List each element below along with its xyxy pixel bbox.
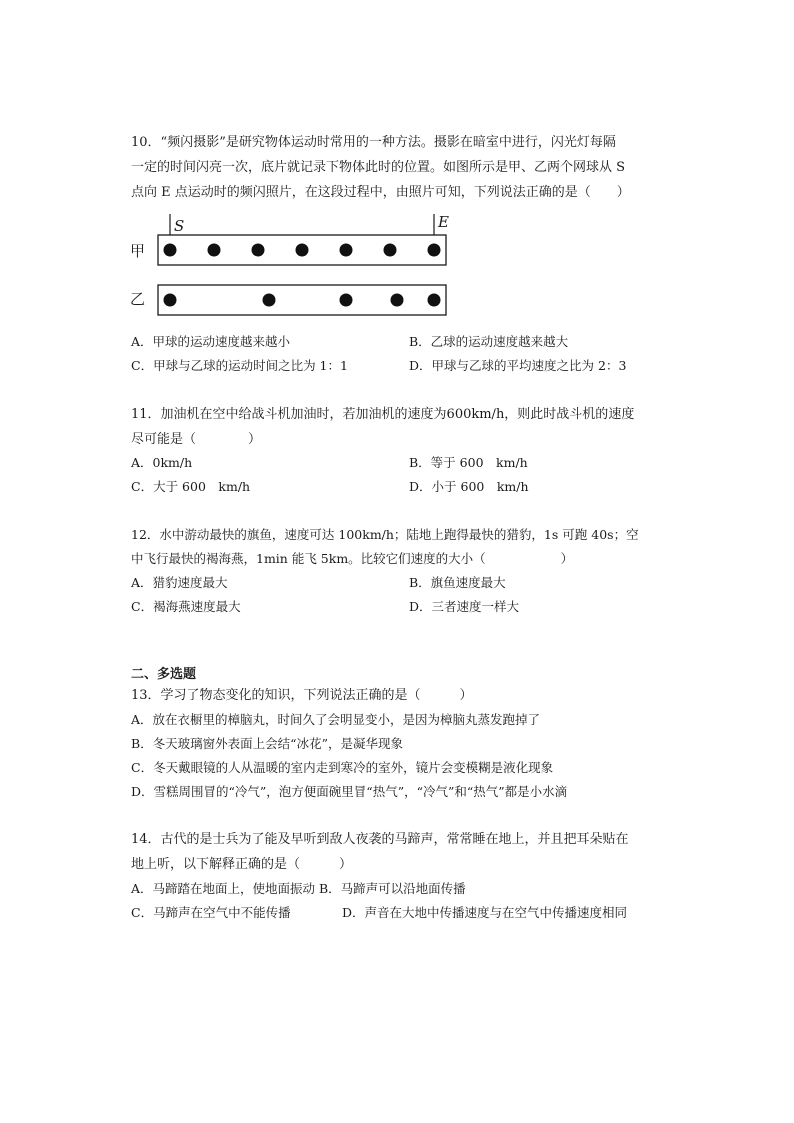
yi-ball [164, 294, 177, 307]
start-label: S [174, 217, 185, 235]
q10-stem-line-1: 10．“频闪摄影”是研究物体运动时常用的一种方法。摄影在暗室中进行，闪光灯每隔 [131, 135, 616, 150]
q11-option-b: B．等于 600 km/h [409, 455, 528, 470]
q14-option-c: C．马蹄声在空气中不能传播 [131, 905, 291, 920]
q13-option-d: D．雪糕周围冒的“冷气”，泡方便面碗里冒“热气”，“冷气”和“热气”都是小水滴 [131, 784, 568, 799]
q12-option-d: D．三者速度一样大 [409, 599, 520, 614]
yi-label: 乙 [130, 290, 146, 308]
yi-ball [428, 294, 441, 307]
jia-ball [252, 244, 265, 257]
q10-option-a: A．甲球的运动速度越来越小 [131, 334, 291, 349]
q13-stem: 13．学习了物态变化的知识，下列说法正确的是（ ） [131, 688, 473, 703]
stroboscopic-figure [128, 210, 458, 320]
q14-option-d: D．声音在大地中传播速度与在空气中传播速度相同 [342, 905, 628, 920]
q12-option-a: A．猎豹速度最大 [131, 575, 228, 590]
jia-ball [340, 244, 353, 257]
jia-label: 甲 [130, 242, 146, 260]
q10-stem-line-2: 一定的时间闪亮一次，底片就记录下物体此时的位置。如图所示是甲、乙两个网球从 S [131, 160, 626, 175]
yi-ball [391, 294, 404, 307]
section-title: 二、多选题 [131, 667, 197, 682]
jia-ball [296, 244, 309, 257]
q10-stem-line-3: 点向 E 点运动时的频闪照片，在这段过程中，由照片可知，下列说法正确的是（ ） [131, 185, 630, 200]
end-label: E [438, 213, 449, 231]
q10-option-c: C．甲球与乙球的运动时间之比为 1：1 [131, 358, 348, 373]
yi-ball [340, 294, 353, 307]
jia-ball [208, 244, 221, 257]
q10-option-d: D．甲球与乙球的平均速度之比为 2：3 [409, 358, 627, 373]
yi-ball [263, 294, 276, 307]
q13-option-b: B．冬天玻璃窗外表面上会结“冰花”，是凝华现象 [131, 736, 403, 751]
q11-stem-line-1: 11．加油机在空中给战斗机加油时，若加油机的速度为600km/h，则此时战斗机的速度 [131, 407, 635, 422]
q14-option-a-b: A．马蹄踏在地面上，使地面振动 B．马蹄声可以沿地面传播 [131, 881, 466, 896]
jia-balls [164, 244, 441, 257]
q12-option-c: C．褐海燕速度最大 [131, 599, 241, 614]
jia-ball [164, 244, 177, 257]
yi-balls [164, 294, 441, 307]
q10-option-b: B．乙球的运动速度越来越大 [409, 334, 569, 349]
q12-stem-line-1: 12．水中游动最快的旗鱼，速度可达 100km/h；陆地上跑得最快的猎豹，1s 可跑 40s；空 [131, 527, 639, 542]
q11-option-d: D．小于 600 km/h [409, 479, 529, 494]
q14-stem-line-1: 14．古代的是士兵为了能及早听到敌人夜袭的马蹄声，常常睡在地上，并且把耳朵贴在 [131, 832, 629, 847]
jia-ball [428, 244, 441, 257]
q13-option-c: C．冬天戴眼镜的人从温暖的室内走到寒冷的室外，镜片会变模糊是液化现象 [131, 760, 554, 775]
q12-stem-line-2: 中飞行最快的褐海燕，1min 能飞 5km。比较它们速度的大小（ ） [131, 551, 574, 566]
q11-option-c: C．大于 600 km/h [131, 479, 251, 494]
q14-stem-line-2: 地上听，以下解释正确的是（ ） [131, 857, 353, 872]
q13-option-a: A．放在衣橱里的樟脑丸，时间久了会明显变小，是因为樟脑丸蒸发跑掉了 [131, 712, 541, 727]
q11-stem-line-2: 尽可能是（ ） [131, 432, 262, 447]
q11-option-a: A．0km/h [131, 455, 193, 470]
q12-option-b: B．旗鱼速度最大 [409, 575, 506, 590]
jia-ball [384, 244, 397, 257]
